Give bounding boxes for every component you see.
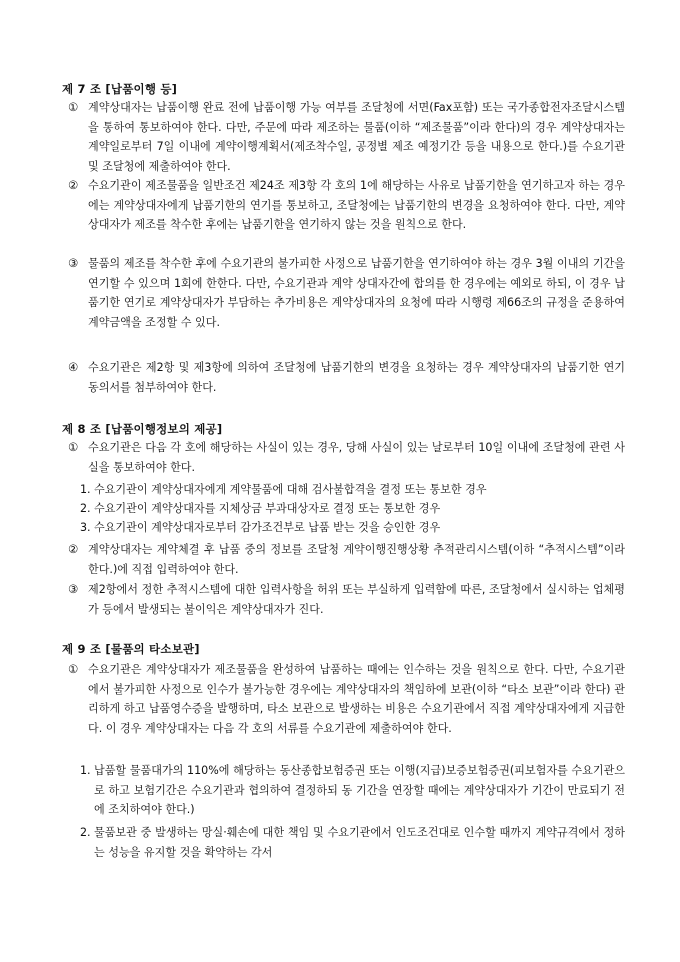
paragraph-text: 계약상대자는 계약체결 후 납품 중의 정보를 조달청 계약이행진행상황 추적관리시스템(이하 “추적시스템”이라 한다.)에 직접 입력하여야 한다.	[88, 543, 625, 576]
paragraph-number: ①	[68, 100, 79, 114]
paragraph-number: ②	[68, 542, 79, 556]
article-8-paragraph-3	[70, 580, 625, 619]
paragraph-text: 수요기관은 다음 각 호에 해당하는 사실이 있는 경우, 당해 사실이 있는 날로부터 10일 이내에 조달청에 관련 사실을 통보하여야 한다.	[88, 441, 625, 474]
article-9-item-2	[80, 823, 625, 862]
item-text: 물품보관 중 발생하는 망실·훼손에 대한 책임 및 수요기관에서 인도조건대로 인수할 때까지 계약규격에서 정하는 성능을 유지할 것을 확약하는 각서	[94, 826, 625, 859]
paragraph-text: 물품의 제조를 착수한 후에 수요기관의 불가피한 사정으로 납품기한을 연기하여야 하는 경우 3월 이내의 기간을 연기할 수 있으며 1회에 한한다. 다만, 수요기관과 계약 상대자간에 합의를 한 경우에는 예외로 하되, 이 경우 납품기한 연기로 계약상대자가 부담하는 추가비용은 계약상대자의 요청에 따라 시행령 제66조의 규정을 준용하여 계약금액을 조정할 수 있다.	[88, 257, 625, 329]
paragraph-text: 제2항에서 정한 추적시스템에 대한 입력사항을 허위 또는 부실하게 입력함에 따른, 조달청에서 실시하는 업체평가 등에서 발생되는 불이익은 계약상대자가 진다.	[88, 583, 625, 616]
item-number: 2.	[80, 826, 91, 839]
paragraph-text: 계약상대자는 납품이행 완료 전에 납품이행 가능 여부를 조달청에 서면(Fax포함) 또는 국가종합전자조달시스템을 통하여 통보하여야 한다. 다만, 주문에 따라 제조하는 물품(이하 “제조물품”이라 한다)의 경우 계약상대자는 계약일로부터 7일 이내에 계약이행계획서(제조착수일, 공정별 제조 예정기간 등을 내용으로 한다.)를 수요기관 및 조달청에 제출하여야 한다.	[88, 101, 625, 173]
paragraph-number: ②	[68, 178, 79, 192]
article-7-paragraph-2	[70, 176, 625, 235]
paragraph-number: ③	[68, 582, 79, 596]
article-9-item-1	[80, 761, 625, 820]
paragraph-number: ①	[68, 440, 79, 454]
article-7-paragraph-4	[70, 358, 625, 397]
article-7-title: 제 7 조 [납품이행 등]	[62, 82, 178, 96]
article-8-item-3	[80, 518, 625, 538]
item-text: 수요기관이 계약상대자를 지체상금 부과대상자로 결정 또는 통보한 경우	[94, 502, 441, 515]
item-text: 수요기관이 계약상대자로부터 감가조건부로 납품 받는 것을 승인한 경우	[94, 521, 441, 534]
item-text: 수요기관이 계약상대자에게 계약물품에 대해 검사불합격을 결정 또는 통보한 경우	[94, 483, 487, 496]
item-number: 1.	[80, 764, 91, 777]
item-number: 2.	[80, 502, 91, 515]
paragraph-text: 수요기관은 계약상대자가 제조물품을 완성하여 납품하는 때에는 인수하는 것을 원칙으로 한다. 다만, 수요기관에서 불가피한 사정으로 인수가 불가능한 경우에는 계약상대자의 책임하에 보관(이하 “타소 보관”이라 한다) 관리하게 하고 납품영수증을 발행하며, 타소 보관으로 발생하는 비용은 수요기관에서 직접 계약상대자에게 지급한다. 이 경우 계약상대자는 다음 각 호의 서류를 수요기관에 제출하여야 한다.	[88, 663, 625, 735]
item-number: 1.	[80, 483, 91, 496]
paragraph-number: ④	[68, 360, 79, 374]
article-8-title: 제 8 조 [납품이행정보의 제공]	[62, 422, 223, 436]
article-8-paragraph-2	[70, 540, 625, 579]
item-number: 3.	[80, 521, 91, 534]
item-text: 납품할 물품대가의 110%에 해당하는 동산종합보험증권 또는 이행(지급)보증보험증권(피보험자를 수요기관으로 하고 보험기간은 수요기관과 협의하여 결정하되 동 기간을 연장할 때에는 계약상대자가 기간이 만료되기 전에 조치하여야 한다.)	[94, 764, 625, 816]
article-8-paragraph-1	[70, 438, 625, 477]
article-8-item-2	[80, 499, 625, 519]
article-7-paragraph-3	[70, 254, 625, 332]
article-9-paragraph-1	[70, 660, 625, 738]
article-9-title: 제 9 조 [물품의 타소보관]	[62, 642, 200, 656]
article-8-item-1	[80, 480, 625, 500]
paragraph-number: ③	[68, 256, 79, 270]
paragraph-text: 수요기관이 제조물품을 일반조건 제24조 제3항 각 호의 1에 해당하는 사유로 납품기한을 연기하고자 하는 경우에는 계약상대자에게 납품기한의 연기를 통보하고, 조달청에는 납품기한의 변경을 요청하여야 한다. 다만, 계약상대자가 제조를 착수한 후에는 납품기한을 연기하지 않는 것을 원칙으로 한다.	[88, 179, 625, 231]
paragraph-text: 수요기관은 제2항 및 제3항에 의하여 조달청에 납품기한의 변경을 요청하는 경우 계약상대자의 납품기한 연기 동의서를 첨부하여야 한다.	[88, 361, 625, 394]
article-7-paragraph-1	[70, 98, 625, 176]
paragraph-number: ①	[68, 662, 79, 676]
